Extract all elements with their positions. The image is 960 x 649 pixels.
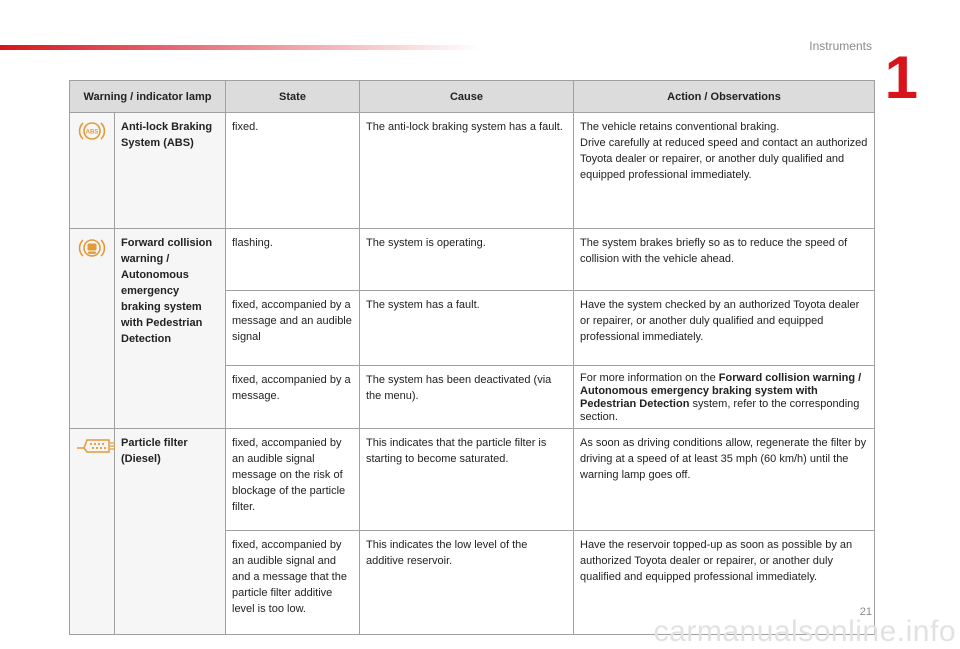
lamp-icon-cell: [70, 113, 115, 229]
header-accent-bar: [0, 45, 480, 50]
action-cell: The vehicle retains conventional braking. Drive carefully at reduced speed and contact an authorized Toyota dealer or repairer, or another duly qualified and equipped professional immediately.: [574, 113, 875, 229]
section-title: Instruments: [809, 39, 872, 53]
warning-lamp-table: [69, 80, 875, 635]
cause-cell: The system is operating.: [360, 229, 574, 291]
cause-cell: The system has been deactivated (via the menu).: [360, 366, 574, 429]
lamp-name: Forward collision warning / Autonomous emergency braking system with Pedestrian Detection: [115, 229, 226, 429]
table-header-row: [70, 81, 875, 113]
column-header-cause: Cause: [360, 81, 574, 113]
action-cell: The system brakes briefly so as to reduce the speed of collision with the vehicle ahead.: [574, 229, 875, 291]
action-cell: Have the reservoir topped-up as soon as possible by an authorized Toyota dealer or repairer, or another duly qualified and equipped professional immediately.: [574, 531, 875, 635]
table-row: [70, 113, 875, 229]
state-cell: fixed, accompanied by a message.: [226, 366, 360, 429]
lamp-name: Particle filter (Diesel): [115, 429, 226, 635]
state-cell: fixed, accompanied by an audible signal and and a message that the particle filter additive level is too low.: [226, 531, 360, 635]
chapter-number: 1: [884, 44, 918, 111]
watermark-text: carmanualsonline.info: [653, 615, 956, 648]
state-cell: flashing.: [226, 229, 360, 291]
cause-cell: The system has a fault.: [360, 291, 574, 366]
action-text-prefix: For more information on the: [580, 372, 719, 384]
particle-filter-icon: [76, 435, 116, 462]
cause-cell: This indicates that the particle filter is starting to become saturated.: [360, 429, 574, 531]
action-cell: Have the system checked by an authorized Toyota dealer or repairer, or another duly qualified and equipped professional immediately.: [574, 291, 875, 366]
state-cell: fixed, accompanied by an audible signal message on the risk of blockage of the particle filter.: [226, 429, 360, 531]
table-row: [70, 429, 875, 531]
lamp-name: Anti-lock Braking System (ABS): [115, 113, 226, 229]
cause-cell: The anti-lock braking system has a fault.: [360, 113, 574, 229]
action-text-suffix: system, refer to the corresponding section.: [580, 398, 860, 423]
lamp-icon-cell: [70, 429, 115, 635]
column-header-lamp: Warning / indicator lamp: [70, 81, 226, 113]
column-header-action: Action / Observations: [574, 81, 875, 113]
column-header-state: State: [226, 81, 360, 113]
action-cell: [574, 366, 875, 429]
state-cell: fixed, accompanied by a message and an audible signal: [226, 291, 360, 366]
state-cell: fixed.: [226, 113, 360, 229]
page-number: 21: [859, 606, 872, 618]
action-cell: As soon as driving conditions allow, regenerate the filter by driving at a speed of at least 35 mph (60 km/h) until the warning lamp goes off.: [574, 429, 875, 531]
collision-warning-icon: [78, 235, 106, 266]
table-row: [70, 229, 875, 291]
cause-cell: This indicates the low level of the additive reservoir.: [360, 531, 574, 635]
abs-warning-icon: [78, 119, 106, 148]
lamp-icon-cell: [70, 229, 115, 429]
action-text-bold: Forward collision warning / Autonomous emergency braking system with Pedestrian Detection: [580, 372, 862, 410]
svg-text:ABS: ABS: [85, 129, 99, 136]
